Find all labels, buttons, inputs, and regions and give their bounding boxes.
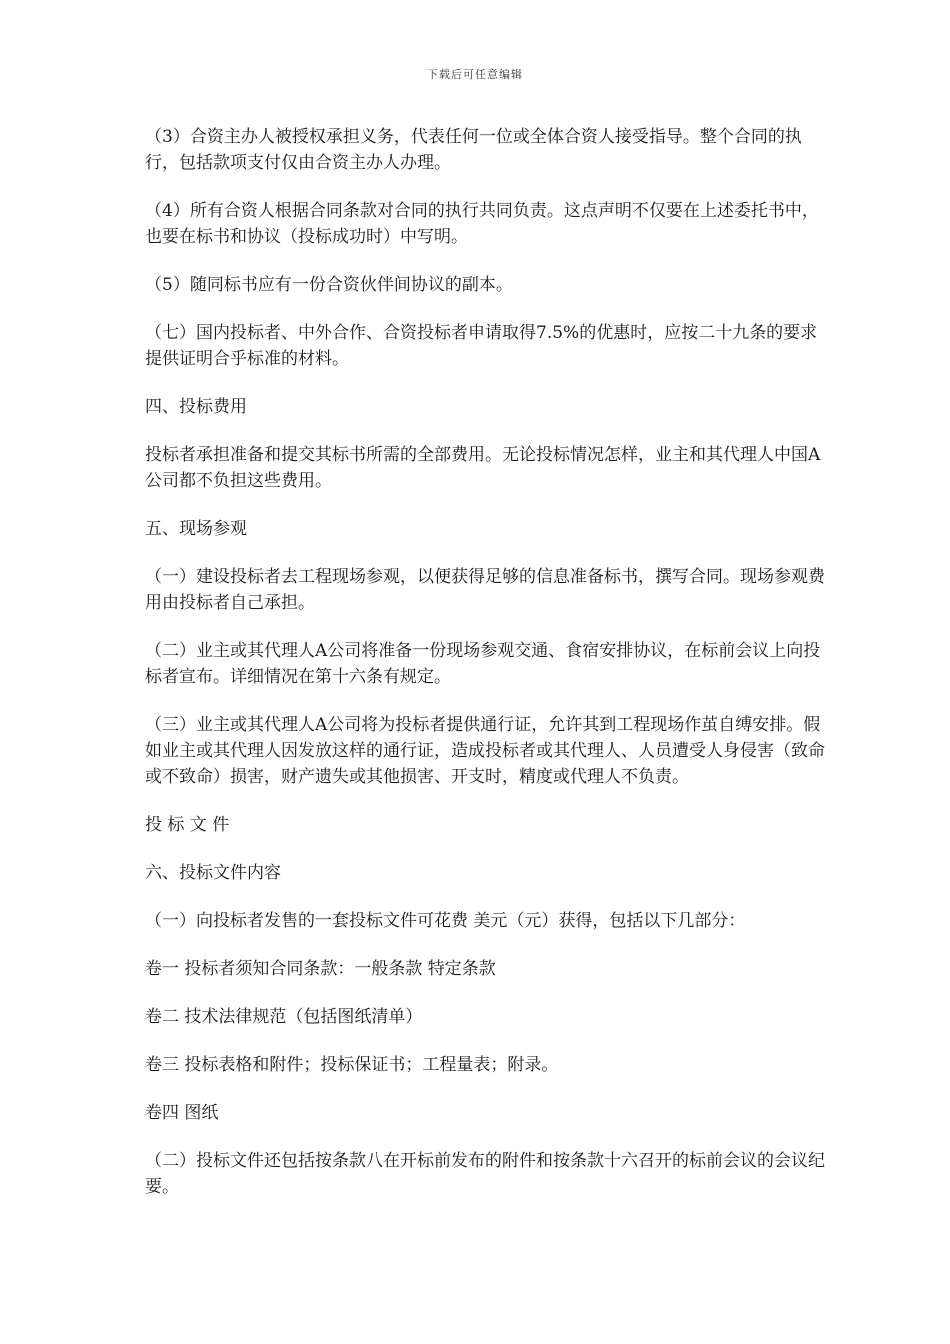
section-heading-document-contents: 六、投标文件内容 <box>145 863 281 883</box>
section-heading-site-visit: 五、现场参观 <box>145 519 247 539</box>
page-header: 下载后可任意编辑 <box>427 68 523 81</box>
list-item-volume-4: 卷四 图纸 <box>145 1103 219 1123</box>
document-body <box>145 124 825 1222</box>
list-item-volume-1: 卷一 投标者须知合同条款：一般条款 特定条款 <box>145 959 496 979</box>
paragraph-joint-sponsor: （3）合资主办人被授权承担义务，代表任何一位或全体合资人接受指导。整个合同的执行，包括款项支付仅由合资主办人办理。 <box>145 127 802 173</box>
paragraph-bid-cost: 投标者承担准备和提交其标书所需的全部费用。无论投标情况怎样，业主和其代理人中国A公司都不负担这些费用。 <box>145 445 821 491</box>
paragraph-site-visit-1: （一）建设投标者去工程现场参观，以便获得足够的信息准备标书，撰写合同。现场参观费用由投标者自己承担。 <box>145 567 825 613</box>
section-heading-bid-documents: 投 标 文 件 <box>145 815 230 835</box>
list-item-volume-2: 卷二 技术法律规范（包括图纸清单） <box>145 1007 423 1027</box>
list-item-volume-3: 卷三 投标表格和附件；投标保证书；工程量表；附录。 <box>145 1055 559 1075</box>
section-heading-bid-cost: 四、投标费用 <box>145 397 247 417</box>
paragraph-joint-responsibility: （4）所有合资人根据合同条款对合同的执行共同负责。这点声明不仅要在上述委托书中，也要在标书和协议（投标成功时）中写明。 <box>145 201 819 247</box>
paragraph-domestic-preference: （七）国内投标者、中外合作、合资投标者申请取得7.5%的优惠时，应按二十九条的要求提供证明合乎标准的材料。 <box>145 323 818 369</box>
paragraph-site-visit-3: （三）业主或其代理人A公司将为投标者提供通行证，允许其到工程现场作茧自缚安排。假如业主或其代理人因发放这样的通行证，造成投标者或其代理人、人员遭受人身侵害（致命或不致命）损害，财产遗失或其他损害、开支时，精度或代理人不负责。 <box>145 715 825 787</box>
paragraph-partner-agreement: （5）随同标书应有一份合资伙伴间协议的副本。 <box>145 275 513 295</box>
paragraph-document-sale: （一）向投标者发售的一套投标文件可花费 美元（元）获得，包括以下几部分： <box>145 911 746 931</box>
paragraph-site-visit-2: （二）业主或其代理人A公司将准备一份现场参观交通、食宿安排协议，在标前会议上向投标者宣布。详细情况在第十六条有规定。 <box>145 641 821 687</box>
paragraph-addenda: （二）投标文件还包括按条款八在开标前发布的附件和按条款十六召开的标前会议的会议纪要。 <box>145 1151 825 1197</box>
